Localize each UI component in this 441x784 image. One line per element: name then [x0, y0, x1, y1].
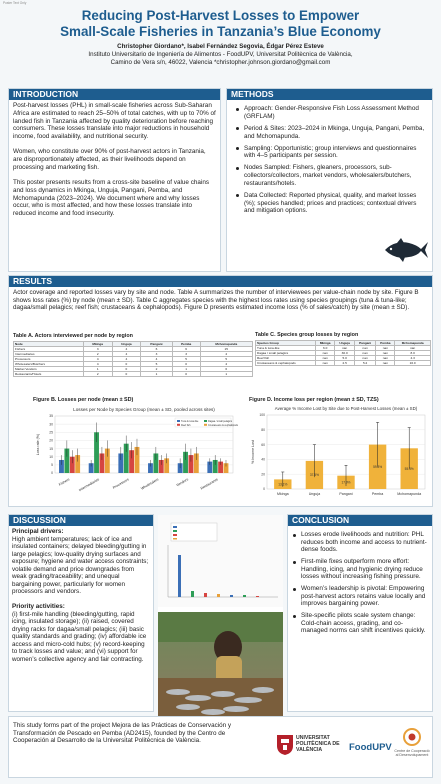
table-cell: 30.0 [335, 351, 354, 356]
intro-paragraph-2: Women, who constitute over 90% of post-harvest actors in Tanzania, are disproportionately affected, as their livelihoods depend on processing and marketing fish. [13, 148, 206, 171]
table-cell: 6 [200, 367, 252, 372]
methods-item-text: Period & Sites: 2023–2024 in Mkinga, Unguja, Pangani, Pemba, and Mchomapunda. [244, 124, 425, 140]
methods-item-text: Data Collected: Reported physical, quality, and market losses (%); species handled; prices and practices; contextual drivers and mitigation options. [244, 191, 417, 215]
legend-swatch [177, 424, 180, 426]
x-tick-label: Vendors [175, 477, 189, 488]
conclusion-item-text: Women’s leadership is pivotal: Empowering post-harvest actors retains value locally and improves bargaining power. [301, 585, 426, 608]
table-cell: nan [315, 351, 335, 356]
table-cell: nan [376, 356, 395, 361]
table-cell: Intermediaries [14, 352, 84, 357]
results-section [8, 275, 433, 507]
author-block [0, 43, 441, 67]
table-cell: 6 [172, 347, 200, 352]
conclusion-section [287, 514, 433, 712]
results-heading: RESULTS [9, 276, 432, 287]
table-cell: 3 [141, 352, 173, 357]
table-header-cell: Node [14, 342, 84, 347]
table-cell: Restaurants/Hotels [14, 372, 84, 377]
table-cell: 2 [83, 352, 112, 357]
table-cell: nan [315, 356, 335, 361]
table-cell: Processors [14, 357, 84, 362]
legend-label: Crustaceans & cephalopods [208, 423, 238, 427]
title-line-2: Small-Scale Fisheries in Tanzania’s Blue Economy [60, 23, 381, 39]
table-cell: nan [376, 351, 395, 356]
x-tick-label: Pemba [371, 492, 384, 496]
table-cell: 1 [200, 372, 252, 377]
table-cell: 5 [200, 357, 252, 362]
table-cell: Fishers [14, 347, 84, 352]
thumbnail-chart-image [158, 515, 283, 607]
table-cell: 3 [172, 352, 200, 357]
conclusion-list [288, 526, 432, 635]
intro-paragraph-3: This poster presents results from a cross-site baseline of value chains and loss dynamics in Mkinga, Unguja, Pangani, Pemba, and Mchomapunda (2023–2024). We document where and why losses occur, who is most affected, and how these losses translate into reduced income and food insecurity. [13, 179, 210, 218]
poster-title [0, 8, 441, 39]
ccd-logo [393, 727, 431, 771]
priority-heading: Priority activities: [12, 603, 65, 611]
x-tick-label: Pangani [339, 492, 353, 496]
table-header-cell: Mkinga [83, 342, 112, 347]
table-header-cell: Mkinga [315, 341, 335, 346]
methods-item [235, 164, 428, 187]
table-cell: 4 [200, 362, 252, 367]
y-tick-label: 5 [51, 463, 53, 468]
address: Camino de Vera s/n, 46022, Valencia *christopher.johnson.giordano@gmail.com [110, 59, 331, 66]
y-tick-label: 15 [49, 446, 53, 451]
bullet-icon [236, 167, 239, 170]
methods-item-text: Sampling: Opportunistic; group interviews and questionnaires with 4–5 participants per session. [244, 144, 417, 160]
methods-section [226, 88, 433, 272]
table-cell: 2 [141, 367, 173, 372]
figure-b-chart [33, 403, 238, 501]
x-tick-label: Processors [112, 477, 130, 490]
legend-swatch [204, 424, 207, 426]
author-names: Christopher Giordano*, Isabel Fernández Segovia, Édgar Pérez Esteve [117, 43, 324, 50]
y-tick-label: 30 [49, 422, 53, 427]
table-cell: 4 [112, 347, 140, 352]
table-cell: 6 [141, 347, 173, 352]
table-cell: nan [354, 351, 376, 356]
results-text: Actor coverage and reported losses vary by site and node. Table A summarizes the number of interviewees per value-chain node by site. Figure B shows loss rates (%) by node (mean ± SD). Table C aggregates species with the highest loss rates using species groupings (tuna & tuna-like; dagaa/small pelagics; reef fish; crustaceans & cephalopods). Figure D presents estimated income loss (% of sales/catch) by site (mean ± SD). [13, 289, 419, 312]
table-header-cell: Species Group [256, 341, 316, 346]
legend-label: Tuna & tuna-like [181, 420, 199, 423]
bullet-icon [236, 194, 239, 197]
foodupv-logo-text: FoodUPV [349, 742, 392, 753]
table-cell: 5 [172, 357, 200, 362]
foodupv-logo [349, 737, 392, 757]
upv-logo [276, 729, 348, 765]
drivers-text: High ambient temperatures; lack of ice and insulated containers; delayed bleeding/gutting in large pelagics; low-quality drying surfaces and exposure; hygiene and water access constraints; volatile demand and price downgrades from weak grading/traceability; and unequal bargaining power, particularly for women processors and vendors. [12, 535, 149, 595]
conclusion-item-text: Site-specific pilots scale system change: Cold-chain access, grading, and co-managed norms can shift incentives quickly. [301, 612, 426, 635]
table-cell: nan [376, 361, 395, 366]
x-tick-label: Fishers [58, 477, 71, 487]
y-tick-label: 35 [49, 414, 53, 419]
table-cell: 5.0 [335, 356, 354, 361]
table-c [255, 332, 431, 366]
chart-title: Average % Income Lost by Site due to Post-Harvest Losses (mean ± SD) [274, 406, 418, 411]
methods-item-text: Approach: Gender-Responsive Fish Loss Assessment Method (GRFLAM) [244, 105, 419, 120]
discussion-heading: DISCUSSION [9, 515, 153, 526]
table-cell: 4 [200, 352, 252, 357]
introduction-section [8, 88, 221, 272]
upv-crest-icon [276, 734, 294, 756]
table-cell: Reef fish [256, 356, 316, 361]
ccd-logo-text: Centre de Cooperació al Desenvolupament [394, 749, 430, 758]
table-a-grid [13, 341, 253, 377]
legend-swatch [204, 420, 207, 422]
table-cell: 4 [83, 362, 112, 367]
footer-section [8, 716, 433, 778]
figure-d-label: Figure D. Income loss per region (mean ± SD, TZS) [249, 397, 379, 403]
footer-text: This study forms part of the project Mejora de las Prácticas de Conservación y Transformación de Pescado en Pemba (AD2415), founded by the Centro de Cooperación al Desarrollo de la Universitat Politècnica de València. [13, 722, 232, 745]
legend-label: Dagaa / small pelagics [208, 420, 233, 423]
conclusion-item [292, 612, 429, 635]
table-cell: nan [354, 346, 376, 351]
bullet-icon [293, 534, 296, 537]
conclusion-item-text: Losses erode livelihoods and nutrition: PHL reduces both income and access to nutrient-dense foods. [301, 531, 427, 554]
table-cell: Dagaa / small pelagics [256, 351, 316, 356]
figure-b-label: Figure B. Losses per node (mean ± SD) [33, 397, 134, 403]
table-cell: 4 [141, 357, 173, 362]
table-cell: 1 [141, 372, 173, 377]
table-cell: nan [354, 356, 376, 361]
data-label: 13.1% [278, 482, 288, 487]
table-header-cell: Pemba [376, 341, 395, 346]
y-axis-label: % Income Lost [251, 440, 255, 464]
y-tick-label: 0 [263, 487, 265, 492]
table-cell: Wholesalers/Butchers [14, 362, 84, 367]
methods-item [235, 145, 428, 161]
legend-label: Reef fish [181, 423, 191, 427]
table-a [13, 333, 253, 377]
table-cell: 5 [141, 362, 173, 367]
table-c-grid [255, 340, 431, 366]
y-tick-label: 40 [261, 457, 265, 462]
table-cell: nan [315, 361, 335, 366]
table-cell: 3 [83, 347, 112, 352]
table-cell: 4 [112, 352, 140, 357]
methods-list [227, 100, 432, 215]
table-cell: 8.0 [395, 351, 431, 356]
title-line-1: Reducing Post-Harvest Losses to Empower [81, 8, 360, 23]
table-cell: 4 [112, 357, 140, 362]
table-cell: 0 [112, 367, 140, 372]
x-tick-label: Unguja [308, 492, 321, 496]
conclusion-heading: CONCLUSION [288, 515, 432, 526]
table-cell: nan [395, 346, 431, 351]
ccd-logo-icon [402, 727, 422, 747]
table-cell: nan [335, 346, 354, 351]
bullet-icon [293, 588, 296, 591]
data-label: 37.5% [309, 473, 319, 478]
x-tick-label: Restaurants [199, 477, 219, 491]
table-header-cell: Mchomapunda [395, 341, 431, 346]
figure-d-chart [249, 403, 429, 507]
table-c-title: Table C. Species group losses by region [255, 332, 359, 338]
data-label: 59.8% [373, 465, 383, 469]
bullet-icon [236, 108, 239, 111]
table-cell: 2 [83, 372, 112, 377]
drivers-heading: Principal drivers: [12, 528, 64, 535]
conclusion-item [292, 585, 429, 608]
table-row [256, 361, 431, 366]
table-header-cell: Pangani [354, 341, 376, 346]
table-cell: 1 [172, 367, 200, 372]
table-header-cell: Pemba [172, 342, 200, 347]
table-cell: nan [376, 346, 395, 351]
y-tick-label: 20 [261, 472, 265, 477]
table-row [14, 372, 253, 377]
data-label: 17.9% [341, 480, 351, 485]
table-cell: 0 [172, 372, 200, 377]
legend-swatch [177, 420, 180, 422]
conclusion-item [292, 558, 429, 581]
methods-item [235, 192, 428, 215]
table-cell: 4 [83, 357, 112, 362]
conclusion-item-text: First-mile fixes outperform more effort: Handling, icing, and hygienic drying reduce losses without increasing fishing pressure. [301, 558, 423, 581]
upv-logo-text: UNIVERSITAT POLITÈCNICA DE VALÈNCIA [296, 735, 340, 753]
x-tick-label: Mkinga [277, 492, 289, 496]
y-tick-label: 0 [51, 471, 53, 476]
table-cell: Crustaceans & cephalopods [256, 361, 316, 366]
table-header-cell: Unguja [112, 342, 140, 347]
table-cell: 5.2 [354, 361, 376, 366]
table-cell: 15 [200, 347, 252, 352]
bullet-icon [293, 615, 296, 618]
methods-item [235, 105, 428, 121]
table-cell: 6.0 [315, 346, 335, 351]
affiliation: Instituto Universitario de Ingeniería de Alimentos - FoodUPV, Universitat Politècnica de València, [88, 51, 353, 58]
chart-title: Losses per Node by Species Group (mean ± SD, pooled across sites) [73, 407, 215, 412]
bullet-icon [293, 561, 296, 564]
introduction-heading: INTRODUCTION [9, 89, 220, 100]
table-cell: Tuna & tuna-like [256, 346, 316, 351]
y-tick-label: 60 [261, 442, 265, 447]
table-header-cell: Unguja [335, 341, 354, 346]
methods-item [235, 125, 428, 141]
conclusion-item [292, 531, 429, 554]
bullet-icon [236, 147, 239, 150]
fish-drying-photo [158, 612, 283, 718]
table-a-title: Table A. Actors interviewed per node by region [13, 333, 133, 339]
table-cell: 0 [112, 372, 140, 377]
y-tick-label: 20 [49, 438, 53, 443]
intro-paragraph-1: Post-harvest losses (PHL) in small-scale fisheries across Sub-Saharan Africa are estimated to reach 25–50% of total catches, with up to 70% of landed fish in Tanzania affected by quality deterioration before reaching consumers. These losses translate into major reductions in household income, food availability, and nutritional security. [13, 102, 216, 140]
corner-label: Poster Text Only [3, 1, 27, 5]
methods-item-text: Nodes Sampled: Fishers, gleaners, processors, sub-collectors/collectors, market vendors, wholesalers/butchers, restaurants/hotels. [244, 164, 412, 187]
table-cell: 1 [83, 367, 112, 372]
table-cell: Market Vendors [14, 367, 84, 372]
table-cell: 16.0 [395, 361, 431, 366]
center-figure-panel [158, 515, 283, 713]
table-cell: 2.5 [335, 361, 354, 366]
bullet-icon [236, 127, 239, 130]
table-header-cell: Pangani [141, 342, 173, 347]
y-tick-label: 10 [49, 454, 53, 459]
table-header-cell: Mchomapunda [200, 342, 252, 347]
table-cell: 4.3 [395, 356, 431, 361]
x-tick-label: Mchomapunda [397, 492, 422, 496]
x-tick-label: Intermediaries [78, 477, 100, 493]
figure-b [33, 397, 238, 506]
priority-text: (i) first-mile handling (bleeding/gutting, rapid icing, insulated storage); (ii) raised, covered drying racks for dagaa/small pelagics; (iii) basic quality standards and grading; (iv) affordable ice access and micro-cold hubs; (v) record-keeping to track losses and value; and (vi) support for women’s collective agency and fair contracting. [12, 610, 147, 663]
discussion-section [8, 514, 154, 712]
table-cell: 0 [172, 362, 200, 367]
figure-d [249, 397, 429, 512]
y-tick-label: 80 [261, 428, 265, 432]
y-axis-label: Loss rate (%) [36, 433, 40, 456]
table-cell: 0 [112, 362, 140, 367]
x-tick-label: Wholesalers [140, 477, 160, 491]
methods-heading: METHODS [227, 89, 432, 100]
y-tick-label: 100 [259, 413, 265, 418]
y-tick-label: 25 [49, 430, 53, 435]
tuna-fish-icon [383, 237, 429, 263]
data-label: 55.3% [404, 466, 414, 471]
